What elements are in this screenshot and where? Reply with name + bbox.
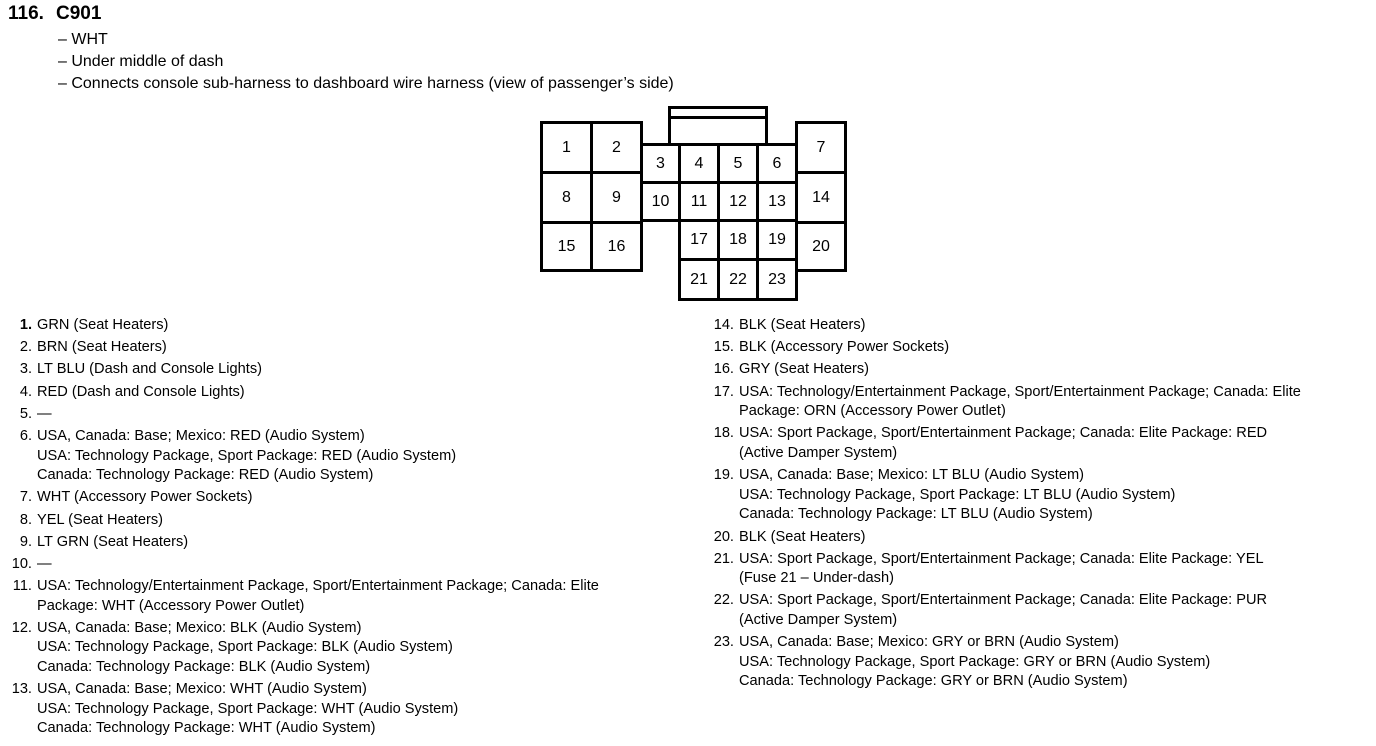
pin-description-line: USA, Canada: Base; Mexico: GRY or BRN (Audio System) bbox=[739, 634, 1119, 651]
pin-entry bbox=[8, 427, 688, 486]
pin-number: 8. bbox=[19, 511, 32, 528]
cavity-15: 15 bbox=[540, 221, 593, 272]
pin-description-line: GRY (Seat Heaters) bbox=[739, 361, 870, 378]
cavity-4: 4 bbox=[678, 143, 720, 184]
pin-number: 9. bbox=[19, 533, 32, 550]
pin-description-line: Canada: Technology Package: RED (Audio System) bbox=[37, 467, 374, 484]
pin-description-line: USA, Canada: Base; Mexico: RED (Audio System) bbox=[37, 427, 365, 444]
pin-number: 11. bbox=[12, 578, 32, 595]
pin-description-line: USA: Technology Package, Sport Package: GRY or BRN (Audio System) bbox=[739, 653, 1211, 670]
pin-entry bbox=[710, 466, 1370, 525]
pin-entry bbox=[8, 577, 688, 616]
cavity-18: 18 bbox=[717, 219, 759, 261]
pin-number: 15. bbox=[713, 339, 734, 356]
pin-number: 17. bbox=[713, 383, 734, 400]
cavity-7: 7 bbox=[795, 121, 847, 174]
connector-face-diagram bbox=[0, 0, 1376, 310]
pin-entry bbox=[8, 405, 688, 425]
pin-entry bbox=[8, 533, 688, 553]
cavity-14: 14 bbox=[795, 171, 847, 224]
cavity-22: 22 bbox=[717, 258, 759, 301]
pin-entry bbox=[8, 360, 688, 380]
cavity-16: 16 bbox=[590, 221, 643, 272]
pin-description-line: BLK (Accessory Power Sockets) bbox=[739, 339, 950, 356]
pin-number: 18. bbox=[713, 425, 734, 442]
pin-description-line: BLK (Seat Heaters) bbox=[739, 317, 866, 333]
pin-number: 14. bbox=[713, 317, 734, 333]
pin-description-line: USA: Technology Package, Sport Package: BLK (Audio System) bbox=[37, 639, 453, 656]
pin-description-line: LT BLU (Dash and Console Lights) bbox=[37, 361, 262, 378]
pin-number: 23. bbox=[713, 634, 734, 651]
pin-description-line: USA: Technology Package, Sport Package: RED (Audio System) bbox=[37, 447, 457, 464]
pin-entry bbox=[710, 591, 1370, 630]
pin-description-line: USA, Canada: Base; Mexico: LT BLU (Audio System) bbox=[739, 467, 1084, 484]
pin-description-line: (Active Damper System) bbox=[739, 444, 898, 461]
locking-tab-base bbox=[668, 116, 768, 146]
cavity-6: 6 bbox=[756, 143, 798, 184]
pin-description-line: RED (Dash and Console Lights) bbox=[37, 383, 245, 400]
pin-description-line: (Fuse 21 – Under-dash) bbox=[739, 570, 894, 587]
cavity-2: 2 bbox=[590, 121, 643, 174]
cavity-11: 11 bbox=[678, 181, 720, 222]
pin-description-line: Package: ORN (Accessory Power Outlet) bbox=[739, 403, 1006, 420]
cavity-12: 12 bbox=[717, 181, 759, 222]
item-number: 116. bbox=[8, 3, 44, 24]
pin-list-right bbox=[710, 316, 1370, 695]
pin-description-line: LT GRN (Seat Heaters) bbox=[37, 533, 189, 550]
cavity-21: 21 bbox=[678, 258, 720, 301]
pin-number: 12. bbox=[11, 619, 32, 636]
cavity-20: 20 bbox=[795, 221, 847, 272]
pin-description-line: USA, Canada: Base; Mexico: BLK (Audio System) bbox=[37, 619, 362, 636]
location-note: – Under middle of dash bbox=[58, 53, 224, 70]
pin-entry bbox=[8, 383, 688, 403]
cavity-1: 1 bbox=[540, 121, 593, 174]
connection-note: – Connects console sub-harness to dashboard wire harness (view of passenger’s side) bbox=[58, 75, 674, 92]
color-note: – WHT bbox=[58, 31, 108, 48]
cavity-9: 9 bbox=[590, 171, 643, 224]
pin-description-line: BLK (Seat Heaters) bbox=[739, 528, 866, 545]
pin-description-line: USA: Technology/Entertainment Package, Sport/Entertainment Package; Canada: Elite bbox=[37, 578, 599, 595]
pin-number: 3. bbox=[19, 361, 32, 378]
pin-description-line: Canada: Technology Package: WHT (Audio System) bbox=[37, 720, 376, 737]
pin-description-line: USA: Sport Package, Sport/Entertainment Package; Canada: Elite Package: YEL bbox=[739, 550, 1264, 567]
pin-number: 10. bbox=[11, 555, 32, 572]
pin-entry bbox=[8, 680, 688, 739]
pin-entry bbox=[8, 316, 688, 336]
pin-description-line: BRN (Seat Heaters) bbox=[37, 339, 167, 356]
pin-description-line: Canada: Technology Package: BLK (Audio System) bbox=[37, 659, 371, 676]
pin-number: 21. bbox=[713, 550, 734, 567]
pin-description-line: USA: Sport Package, Sport/Entertainment Package; Canada: Elite Package: RED bbox=[739, 425, 1268, 442]
pin-description-line: WHT (Accessory Power Sockets) bbox=[37, 489, 253, 506]
pin-entry bbox=[710, 316, 1370, 336]
pin-number: 13. bbox=[11, 681, 32, 698]
pin-description-line: — bbox=[37, 555, 52, 572]
cavity-10: 10 bbox=[640, 181, 681, 222]
cavity-13: 13 bbox=[756, 181, 798, 222]
pin-number: 16. bbox=[713, 361, 734, 378]
pin-number: 1. bbox=[19, 317, 32, 333]
pin-number: 2. bbox=[19, 339, 32, 356]
pin-description-line: Canada: Technology Package: LT BLU (Audio System) bbox=[739, 506, 1093, 523]
pin-entry bbox=[710, 383, 1370, 422]
pin-number: 22. bbox=[713, 592, 734, 609]
pin-entry bbox=[8, 555, 688, 575]
pin-entry bbox=[710, 528, 1370, 548]
pin-list-left bbox=[8, 316, 688, 742]
cavity-8: 8 bbox=[540, 171, 593, 224]
connector-title: C901 bbox=[56, 3, 102, 24]
pin-number: 5. bbox=[19, 405, 32, 422]
cavity-19: 19 bbox=[756, 219, 798, 261]
cavity-3: 3 bbox=[640, 143, 681, 184]
pin-number: 20. bbox=[713, 528, 734, 545]
pin-description-line: GRN (Seat Heaters) bbox=[37, 317, 169, 333]
pin-entry bbox=[8, 511, 688, 531]
pin-description-line: USA: Technology Package, Sport Package: LT BLU (Audio System) bbox=[739, 486, 1176, 503]
pin-entry bbox=[8, 619, 688, 678]
cavity-23: 23 bbox=[756, 258, 798, 301]
pin-description-line: USA: Technology/Entertainment Package, Sport/Entertainment Package; Canada: Elite bbox=[739, 383, 1301, 400]
pin-entry bbox=[710, 424, 1370, 463]
pin-number: 19. bbox=[713, 467, 734, 484]
pin-number: 4. bbox=[19, 383, 32, 400]
pin-entry bbox=[710, 550, 1370, 589]
pin-number: 7. bbox=[19, 489, 32, 506]
pin-description-line: USA: Technology Package, Sport Package: WHT (Audio System) bbox=[37, 700, 459, 717]
pin-description-line: — bbox=[37, 405, 52, 422]
pin-description-line: Package: WHT (Accessory Power Outlet) bbox=[37, 597, 305, 614]
pin-entry bbox=[710, 633, 1370, 692]
pin-description-line: (Active Damper System) bbox=[739, 612, 898, 629]
pin-number: 6. bbox=[19, 427, 32, 444]
pin-description-line: YEL (Seat Heaters) bbox=[37, 511, 163, 528]
pin-entry bbox=[710, 360, 1370, 380]
pin-entry bbox=[8, 338, 688, 358]
cavity-5: 5 bbox=[717, 143, 759, 184]
pin-description-line: USA: Sport Package, Sport/Entertainment Package; Canada: Elite Package: PUR bbox=[739, 592, 1268, 609]
pin-entry bbox=[8, 488, 688, 508]
cavity-17: 17 bbox=[678, 219, 720, 261]
pin-entry bbox=[710, 338, 1370, 358]
pin-description-line: Canada: Technology Package: GRY or BRN (Audio System) bbox=[739, 673, 1128, 690]
pin-description-line: USA, Canada: Base; Mexico: WHT (Audio System) bbox=[37, 681, 367, 698]
